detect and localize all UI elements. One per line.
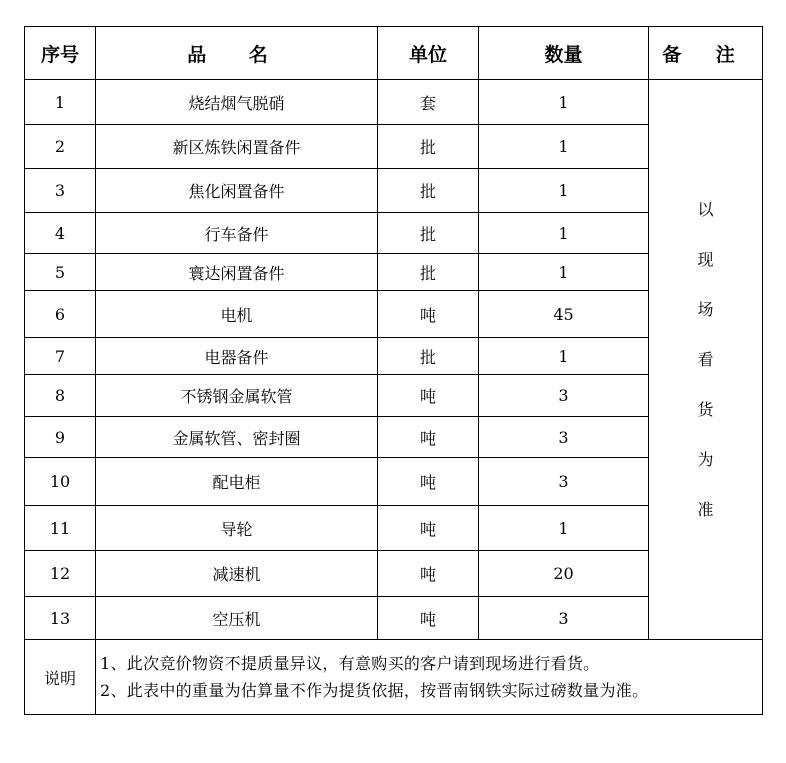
cell-name: 减速机 (96, 551, 378, 597)
cell-unit: 吨 (378, 597, 479, 640)
note-row (25, 640, 763, 715)
cell-name: 烧结烟气脱硝 (96, 80, 378, 125)
cell-unit: 吨 (378, 506, 479, 551)
cell-seq: 9 (25, 417, 96, 458)
cell-qty: 3 (479, 417, 649, 458)
cell-unit: 吨 (378, 551, 479, 597)
cell-qty: 1 (479, 169, 649, 213)
cell-name: 导轮 (96, 506, 378, 551)
table-row (25, 80, 763, 125)
header-qty: 数量 (479, 27, 649, 80)
note-cell (96, 640, 763, 715)
cell-qty: 3 (479, 375, 649, 417)
cell-qty: 1 (479, 213, 649, 254)
cell-name: 电器备件 (96, 338, 378, 375)
cell-unit: 批 (378, 169, 479, 213)
cell-unit: 吨 (378, 458, 479, 506)
cell-seq: 11 (25, 506, 96, 551)
cell-seq: 1 (25, 80, 96, 125)
cell-seq: 5 (25, 254, 96, 291)
header-unit: 单位 (378, 27, 479, 80)
cell-unit: 批 (378, 125, 479, 169)
cell-unit: 吨 (378, 291, 479, 338)
cell-qty: 1 (479, 338, 649, 375)
cell-qty: 20 (479, 551, 649, 597)
cell-name: 电机 (96, 291, 378, 338)
cell-unit: 吨 (378, 375, 479, 417)
remark-text: 以现场看货为准 (697, 199, 714, 519)
goods-table (24, 26, 763, 715)
cell-unit: 吨 (378, 417, 479, 458)
header-remark: 备 注 (649, 27, 763, 80)
note-label: 说明 (25, 640, 96, 715)
cell-unit: 套 (378, 80, 479, 125)
cell-seq: 3 (25, 169, 96, 213)
cell-qty: 3 (479, 597, 649, 640)
cell-name: 行车备件 (96, 213, 378, 254)
cell-name: 新区炼铁闲置备件 (96, 125, 378, 169)
note-line-2: 2、此表中的重量为估算量不作为提货依据，按晋南钢铁实际过磅数量为准。 (100, 681, 649, 700)
cell-unit: 批 (378, 213, 479, 254)
cell-qty: 3 (479, 458, 649, 506)
cell-seq: 7 (25, 338, 96, 375)
cell-qty: 1 (479, 254, 649, 291)
header-seq: 序号 (25, 27, 96, 80)
cell-seq: 10 (25, 458, 96, 506)
cell-seq: 2 (25, 125, 96, 169)
cell-qty: 1 (479, 506, 649, 551)
cell-seq: 4 (25, 213, 96, 254)
cell-name: 寰达闲置备件 (96, 254, 378, 291)
cell-name: 焦化闲置备件 (96, 169, 378, 213)
cell-name: 不锈钢金属软管 (96, 375, 378, 417)
remark-cell (649, 80, 763, 640)
cell-seq: 12 (25, 551, 96, 597)
cell-unit: 批 (378, 254, 479, 291)
header-name: 品 名 (96, 27, 378, 80)
cell-seq: 13 (25, 597, 96, 640)
note-line-1: 1、此次竞价物资不提质量异议，有意购买的客户请到现场进行看货。 (100, 654, 600, 673)
cell-seq: 8 (25, 375, 96, 417)
cell-name: 配电柜 (96, 458, 378, 506)
cell-unit: 批 (378, 338, 479, 375)
cell-qty: 45 (479, 291, 649, 338)
cell-seq: 6 (25, 291, 96, 338)
cell-qty: 1 (479, 80, 649, 125)
cell-qty: 1 (479, 125, 649, 169)
cell-name: 金属软管、密封圈 (96, 417, 378, 458)
cell-name: 空压机 (96, 597, 378, 640)
header-row (25, 27, 763, 80)
